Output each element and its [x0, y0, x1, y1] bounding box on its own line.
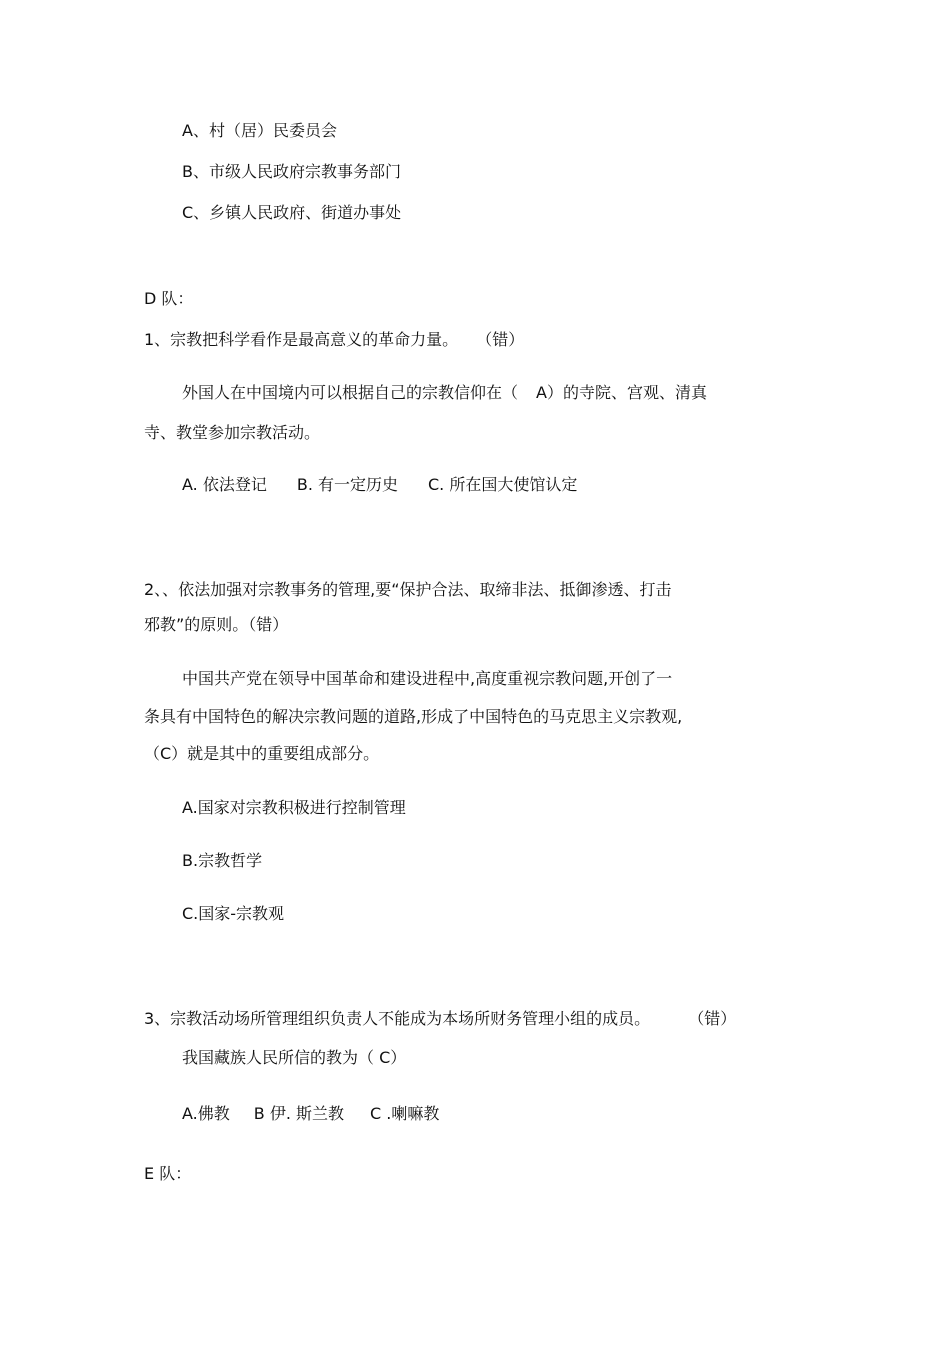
mc1-stem-before: 外国人在中国境内可以根据自己的宗教信仰在（: [182, 383, 519, 402]
mc1-options: [182, 475, 577, 495]
team-e-heading: E 队：: [144, 1164, 192, 1183]
mc1-option-b: B. 有一定历史: [296, 475, 398, 494]
option-a-village-committee: A、村（居）民委员会: [182, 121, 337, 140]
question-3-answer: （错）: [688, 1009, 737, 1028]
mc1-option-c: C. 所在国大使馆认定: [428, 475, 578, 494]
question-2-line2: 邪教”的原则。（错）: [144, 615, 289, 634]
team-d-heading: D 队：: [144, 289, 194, 308]
mc1-stem-line1: [182, 383, 707, 403]
option-c-township-government: C、乡镇人民政府、街道办事处: [182, 203, 402, 222]
mc3-option-a: A.佛教: [182, 1104, 230, 1123]
question-1-answer: （错）: [476, 330, 525, 349]
mc2-option-a: A.国家对宗教积极进行控制管理: [182, 798, 406, 817]
question-2-line1: 2、、依法加强对宗教事务的管理,要“保护合法、取缔非法、抵御渗透、打击: [144, 580, 672, 599]
mc2-option-c: C.国家-宗教观: [182, 904, 285, 923]
question-3: [144, 1009, 736, 1029]
question-1: [144, 330, 524, 350]
mc2-stem-line2: 条具有中国特色的解决宗教问题的道路,形成了中国特色的马克思主义宗教观,: [144, 707, 683, 726]
mc1-option-a: A. 依法登记: [182, 475, 267, 494]
mc1-stem-line2: 寺、教堂参加宗教活动。: [144, 423, 321, 442]
option-b-city-religious-affairs: B、市级人民政府宗教事务部门: [182, 162, 401, 181]
question-1-text: 1、宗教把科学看作是最高意义的革命力量。: [144, 330, 459, 349]
mc2-option-b: B.宗教哲学: [182, 851, 263, 870]
mc2-stem-line1: 中国共产党在领导中国革命和建设进程中,高度重视宗教问题,开创了一: [182, 669, 673, 688]
mc3-option-b: B 伊. 斯兰教: [253, 1104, 345, 1123]
mc1-stem-after: ）的寺院、宫观、清真: [546, 383, 707, 402]
mc3-option-c: C .喇嘛教: [370, 1104, 440, 1123]
mc3-options: [182, 1104, 439, 1124]
mc1-stem-answer: A: [536, 383, 547, 402]
mc2-stem-line3: （C）就是其中的重要组成部分。: [144, 744, 380, 763]
question-3-text: 3、宗教活动场所管理组织负责人不能成为本场所财务管理小组的成员。: [144, 1009, 651, 1028]
mc3-stem: 我国藏族人民所信的教为（ C）: [182, 1048, 407, 1067]
